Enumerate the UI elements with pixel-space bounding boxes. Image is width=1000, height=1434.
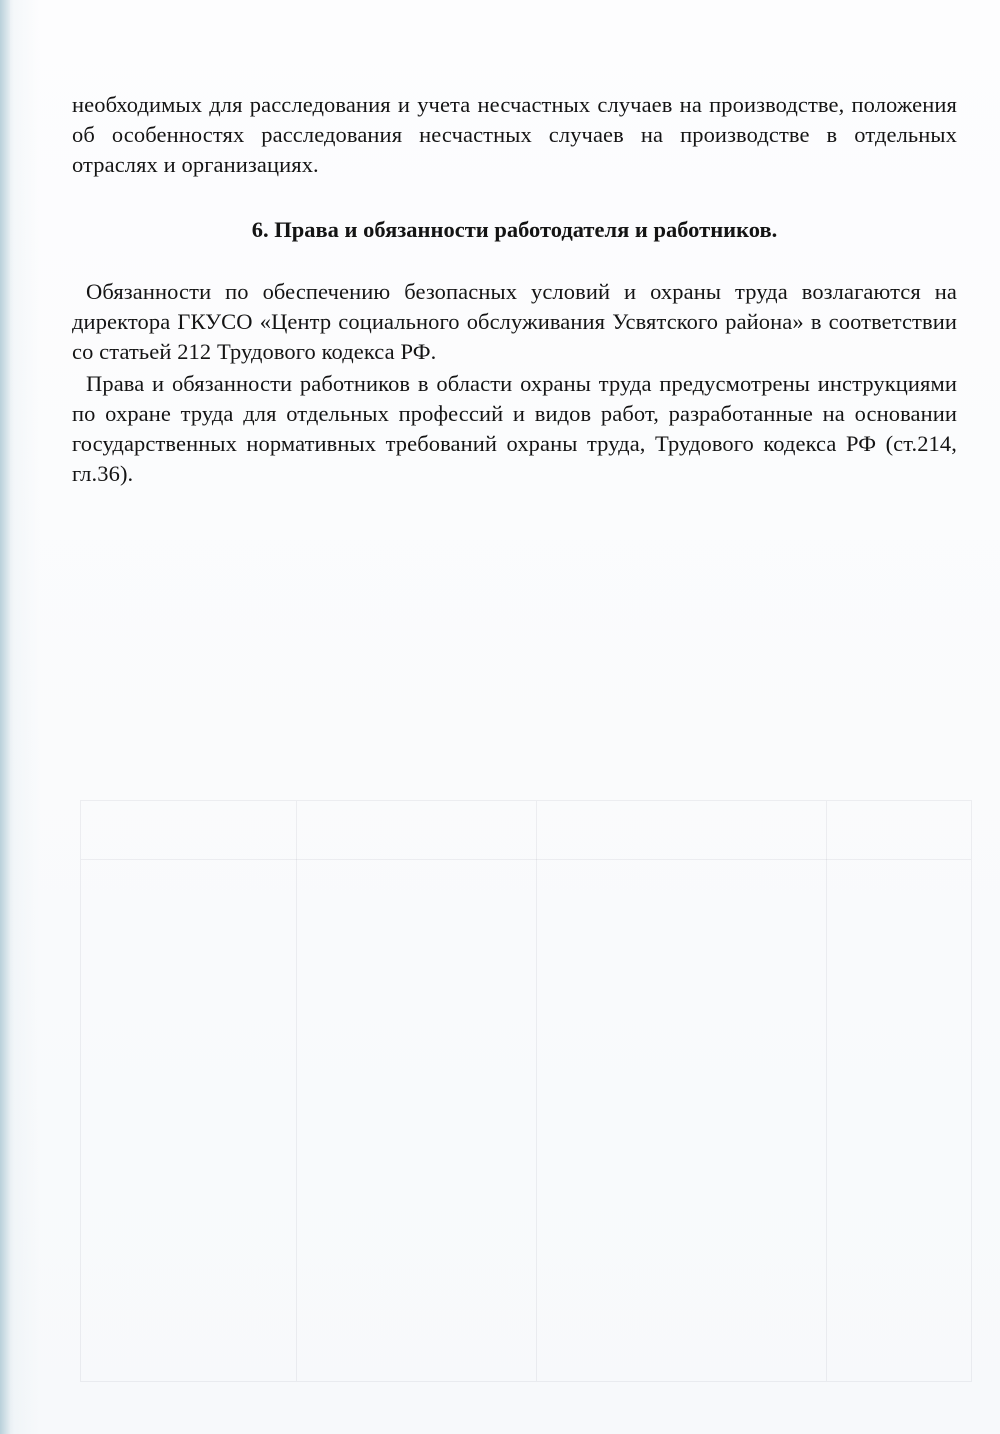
bleed-through-table [80, 800, 972, 1382]
bleed-through-column [826, 801, 827, 1381]
scan-edge-shadow [0, 0, 10, 1434]
document-body [72, 90, 957, 489]
section-heading: 6. Права и обязанности работодателя и работников. [251, 217, 778, 242]
bleed-through-row [81, 859, 971, 860]
bleed-through-column [296, 801, 297, 1381]
bleed-through-column [536, 801, 537, 1381]
employee-rights-paragraph: Права и обязанности работников в области охраны труда предусмотрены инструкциями по охране труда для отдельных профессий и видов работ, разработанные на основании государственных нормативных требований охраны труда, Трудового кодекса РФ (ст.214, гл.36). [72, 371, 957, 486]
intro-paragraph: необходимых для расследования и учета несчастных случаев на производстве, положения об особенностях расследования несчастных случаев на производстве в отдельных отраслях и организациях. [72, 92, 957, 177]
employer-duties-paragraph: Обязанности по обеспечению безопасных условий и охраны труда возлагаются на директора ГКУСО «Центр социального обслуживания Усвятского района» в соответствии со статьей 212 Трудового кодекса РФ. [72, 279, 957, 364]
